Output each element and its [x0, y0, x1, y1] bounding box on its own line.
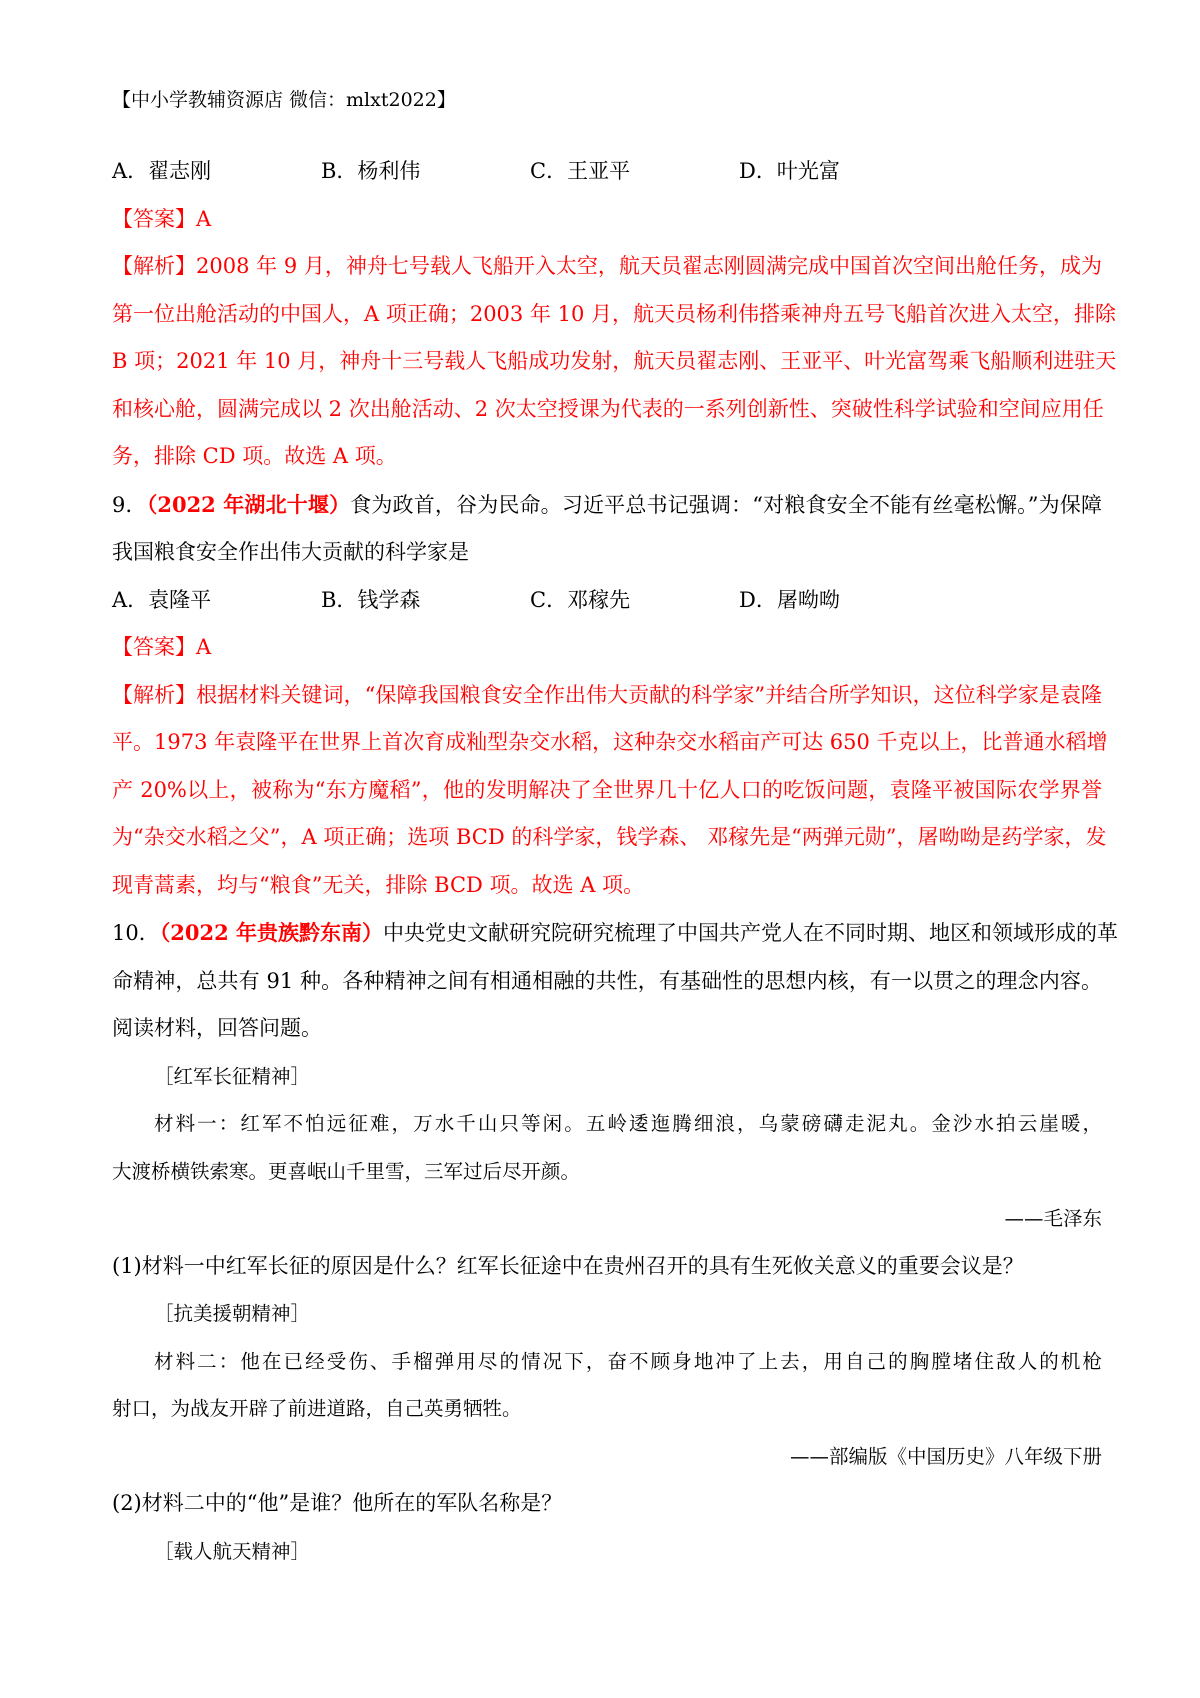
q8-option-c: C．王亚平	[530, 159, 631, 183]
material-two-attribution: ——部编版《中国历史》八年级下册	[789, 1444, 1102, 1468]
q10-subquestion-1: (1)材料一中红军长征的原因是什么？红军长征途中在贵州召开的具有生死攸关意义的重要会议是？	[112, 1253, 1024, 1278]
section-title-spaceflight: ［载人航天精神］	[154, 1539, 311, 1563]
q8-analysis-line: 和核心舱，圆满完成以 2 次出舱活动、2 次太空授课为代表的一系列创新性、突破性科学试验和空间应用任	[112, 396, 1104, 421]
q9-stem	[112, 481, 1102, 530]
q9-option-d: D．屠呦呦	[739, 587, 840, 612]
q9-option-b: B．钱学森	[321, 587, 421, 612]
q9-option-c: C．邓稼先	[530, 587, 631, 612]
q8-answer: 【答案】A	[112, 206, 212, 231]
q10-number: 10．	[112, 921, 160, 945]
q8-option-b: B．杨利伟	[321, 159, 421, 183]
q8-options	[112, 148, 1102, 196]
q10-stem	[112, 909, 1118, 958]
q9-option-a: A．袁隆平	[112, 587, 212, 612]
q8-option-d: D．叶光富	[739, 159, 840, 183]
material-one-attribution: ——毛泽东	[1004, 1207, 1102, 1230]
q8-analysis-line: 务，排除 CD 项。故选 A 项。	[112, 444, 397, 468]
material-two-line: 材料二：他在已经受伤、手榴弹用尽的情况下，奋不顾身地冲了上去，用自己的胸膛堵住敌人的机枪	[154, 1349, 1102, 1373]
q8-option-a: A．翟志刚	[112, 159, 212, 183]
q8-analysis-line: 【解析】2008 年 9 月，神舟七号载人飞船开入太空，航天员翟志刚圆满完成中国首次空间出舱任务，成为	[112, 254, 1102, 278]
material-one-line: 大渡桥横铁索寒。更喜岷山千里雪，三军过后尽开颜。	[112, 1159, 581, 1183]
q8-analysis-line: B 项；2021 年 10 月，神舟十三号载人飞船成功发射，航天员翟志刚、王亚平、叶光富驾乘飞船顺利进驻天	[112, 349, 1117, 373]
q9-number: 9．	[112, 492, 147, 517]
material-one-line: 材料一：红军不怕远征难，万水千山只等闲。五岭逶迤腾细浪，乌蒙磅礴走泥丸。金沙水拍云崖暖，	[154, 1112, 1102, 1135]
q10-source: （2022 年贵族黔东南）	[159, 920, 383, 945]
page-header: 【中小学教辅资源店 微信：mlxt2022】	[112, 89, 456, 111]
q9-source: （2022 年湖北十堰）	[146, 491, 351, 517]
q9-stem-line: 我国粮食安全作出伟大贡献的科学家是	[112, 540, 469, 564]
document-page	[112, 82, 1118, 1575]
material-two-line: 射口，为战友开辟了前进道路，自己英勇牺牲。	[112, 1397, 522, 1420]
q10-stem-text: 中央党史文献研究院研究梳理了中国共产党人在不同时期、地区和领域形成的革	[383, 921, 1118, 945]
q9-answer: 【答案】A	[112, 635, 212, 659]
q10-stem-line: 命精神，总共有 91 种。各种精神之间有相通相融的共性，有基础性的思想内核，有一以贯之的理念内容。	[112, 968, 1102, 993]
q8-analysis-line: 第一位出舱活动的中国人，A 项正确；2003 年 10 月，航天员杨利伟搭乘神舟五号飞船首次进入太空，排除	[112, 301, 1117, 326]
q9-analysis-line: 【解析】根据材料关键词，“保障我国粮食安全作出伟大贡献的科学家”并结合所学知识，这位科学家是袁隆	[112, 682, 1102, 707]
q9-analysis-line: 产 20%以上，被称为“东方魔稻”，他的发明解决了全世界几十亿人口的吃饭问题，袁隆平被国际农学界誉	[112, 777, 1102, 802]
q9-analysis-line: 现青蒿素，均与“粮食”无关，排除 BCD 项。故选 A 项。	[112, 872, 645, 897]
q9-options	[112, 577, 1102, 625]
q10-stem-line: 阅读材料，回答问题。	[112, 1016, 322, 1040]
q9-analysis-line: 平。1973 年袁隆平在世界上首次育成籼型杂交水稻，这种杂交水稻亩产可达 650 千克以上，比普通水稻增	[112, 730, 1108, 754]
section-title-long-march: ［红军长征精神］	[154, 1064, 311, 1088]
q10-subquestion-2: (2)材料二中的“他”是谁？他所在的军队名称是？	[112, 1491, 563, 1515]
section-title-korean-war: ［抗美援朝精神］	[154, 1302, 311, 1325]
q9-analysis-line: 为“杂交水稻之父”，A 项正确；选项 BCD 的科学家，钱学森、 邓稼先是“两弹元勋”，屠呦呦是药学家，发	[112, 825, 1107, 849]
q9-stem-text: 食为政首，谷为民命。习近平总书记强调：“对粮食安全不能有丝毫松懈。”为保障	[350, 492, 1102, 517]
